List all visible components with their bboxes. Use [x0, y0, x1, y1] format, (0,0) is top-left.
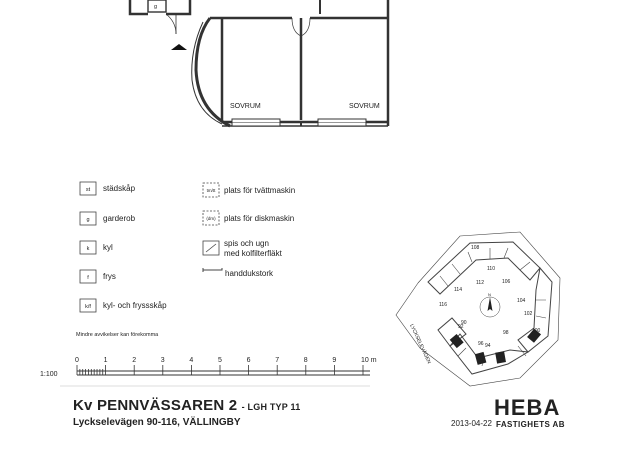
scale-tick-label: 0 — [75, 357, 79, 364]
scale-tick-label: 5 — [218, 357, 222, 364]
site-house-number: 90 — [461, 320, 467, 326]
scale-tick-label: 1 — [103, 357, 108, 364]
room-label-bedroom-1: SOVRUM — [230, 103, 261, 110]
legend-code-washer: tm/tt — [206, 188, 216, 193]
legend-code-g: g — [86, 217, 90, 223]
site-plan — [396, 232, 560, 386]
site-house-number: 94 — [485, 343, 491, 349]
legend-label-cleaning-cabinet: städskåp — [103, 184, 136, 193]
site-house-number: 96 — [478, 341, 484, 347]
scale-tick-label: 7 — [275, 357, 280, 364]
site-house-number: 92 — [458, 324, 464, 330]
legend-label-stove-line1: spis och ugn — [224, 239, 269, 248]
closet-label: g — [154, 4, 158, 10]
legend-right — [203, 183, 222, 272]
site-house-number: 106 — [502, 279, 511, 285]
north-arrow-icon — [488, 297, 493, 311]
legend-label-stove-line2: med kolfilterfläkt — [224, 249, 282, 258]
legend-label-towel-rail: handdukstork — [225, 269, 274, 278]
site-house-number: 102 — [524, 311, 533, 317]
legend-code-dishwasher: (dm) — [206, 216, 216, 221]
apartment-type: - LGH TYP 11 — [241, 402, 301, 412]
legend-code-k: k — [86, 246, 90, 252]
scale-tick-label: 3 — [160, 357, 165, 364]
north-label: N — [488, 292, 491, 297]
legend-label-freezer: frys — [103, 272, 116, 281]
legend-label-wardrobe: garderob — [103, 214, 136, 223]
legend-label-fridge: kyl — [103, 243, 113, 252]
legend-code-st: st — [85, 187, 91, 193]
legend-code-kf: k/f — [85, 304, 91, 310]
room-label-bedroom-2: SOVRUM — [349, 103, 380, 110]
legend-label-fridge-freezer: kyl- och fryssskåp — [103, 301, 167, 310]
scale-bar — [77, 365, 370, 375]
scale-ratio: 1:100 — [40, 371, 58, 378]
site-house-number: 110 — [487, 266, 495, 272]
scale-tick-label: 6 — [246, 357, 251, 364]
site-house-number: 98 — [503, 330, 509, 336]
property-address: Lyckselevägen 90-116, VÄLLINGBY — [73, 417, 241, 428]
site-house-number: 100 — [532, 328, 541, 334]
site-house-number: 108 — [471, 245, 480, 251]
site-house-number: 104 — [517, 298, 526, 304]
scale-tick-label: 4 — [189, 357, 194, 364]
scale-tick-label: 9 — [332, 357, 337, 364]
site-house-number: 116 — [439, 302, 447, 308]
legend-label-dishwasher: plats för diskmaskin — [224, 214, 295, 223]
site-house-number: 114 — [454, 287, 462, 293]
company-logo: HEBA — [494, 395, 561, 420]
property-name: Kv PENNVÄSSAREN 2 — [73, 397, 238, 414]
site-house-number: 112 — [476, 280, 484, 286]
legend-note: Mindre avvikelser kan förekomma — [76, 332, 159, 338]
company-name: FASTIGHETS AB — [496, 420, 565, 429]
scale-tick-label: 2 — [132, 357, 137, 364]
legend-label-washer: plats för tvättmaskin — [224, 186, 296, 195]
legend-code-f: f — [87, 275, 89, 281]
scale-tick-label: 10 m — [361, 357, 377, 364]
property-title — [73, 397, 300, 414]
drawing-date: 2013-04-22 — [451, 419, 492, 428]
street-label: LYCKSELEVÄGEN — [408, 323, 432, 365]
scale-tick-label: 8 — [303, 357, 308, 364]
entrance-marker — [171, 44, 187, 50]
